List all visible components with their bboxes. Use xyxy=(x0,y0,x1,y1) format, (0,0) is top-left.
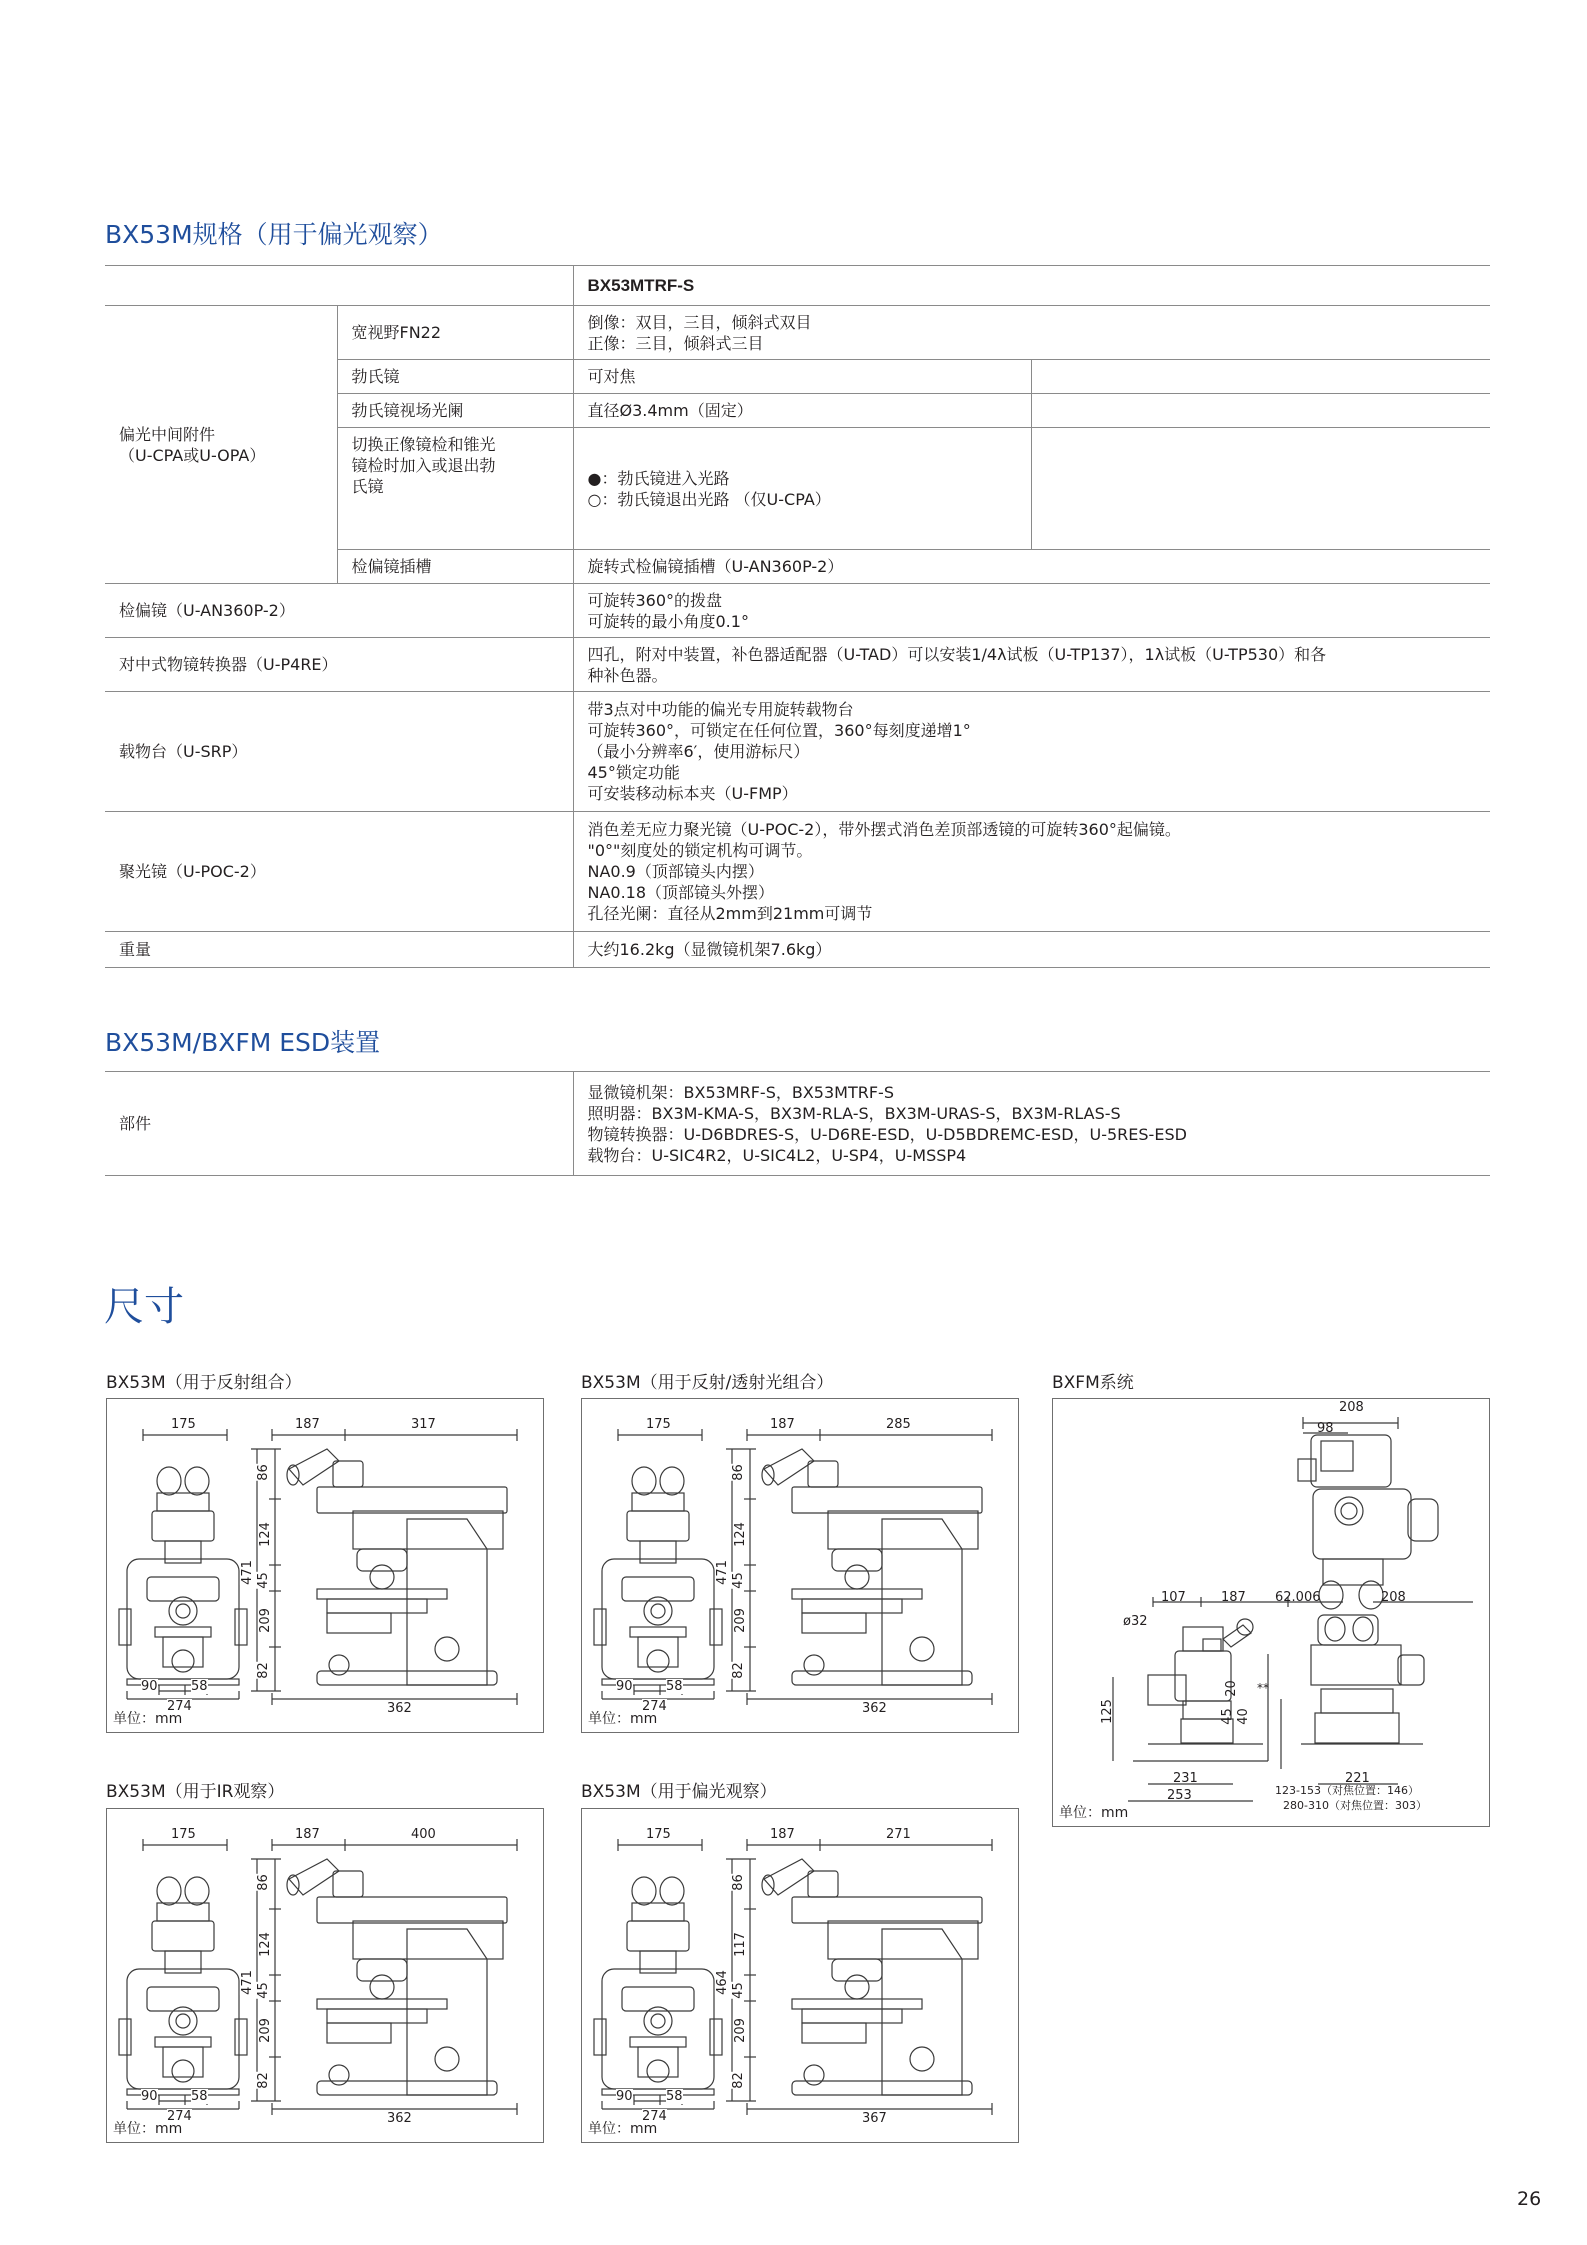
dim-label: 124 xyxy=(257,1932,273,1957)
dim-label: 90 xyxy=(616,2089,633,2104)
dim-label: 45 xyxy=(730,1982,746,1999)
dim-label: 367 xyxy=(862,2111,887,2126)
figure-caption: BXFM系统 xyxy=(1052,1373,1134,1393)
dim-label: 208 xyxy=(1339,1400,1364,1415)
row-label: 对中式物镜转换器（U-P4RE） xyxy=(105,638,573,692)
dim-label: 45 xyxy=(1219,1708,1235,1725)
figure-caption: BX53M（用于反射组合） xyxy=(106,1373,302,1393)
dim-label: 86 xyxy=(255,1874,271,1891)
dim-label: 285 xyxy=(886,1417,911,1432)
dimension-drawing xyxy=(106,1808,544,2143)
unit-label: 单位：mm xyxy=(113,2121,183,2137)
dim-label: 62.006 xyxy=(1275,1590,1321,1605)
dim-label: 125 xyxy=(1099,1699,1115,1724)
dim-label: 274 xyxy=(167,2109,192,2124)
row-label: 勃氏镜 xyxy=(337,360,573,394)
row-value: 带3点对中功能的偏光专用旋转载物台 可旋转360°，可锁定在任何位置，360°每刻度递增1° （最小分辨率6′，使用游标尺） 45°锁定功能 可安装移动标本夹（U-FMP） xyxy=(573,692,1490,812)
dim-label: 209 xyxy=(257,1608,273,1633)
bxfm-drawing xyxy=(1052,1398,1490,1827)
dim-label: 317 xyxy=(411,1417,436,1432)
dim-label: 231 xyxy=(1173,1771,1198,1786)
dim-label: 274 xyxy=(167,1699,192,1714)
dim-label: 86 xyxy=(730,1464,746,1481)
row-value: 直径Ø3.4mm（固定） xyxy=(573,394,1031,428)
microscope-svg xyxy=(107,1809,543,2142)
dimension-drawing xyxy=(581,1808,1019,2143)
dim-label: 86 xyxy=(255,1464,271,1481)
row-value: 四孔，附对中装置，补色器适配器（U-TAD）可以安装1/4λ试板（U-TP137），1λ试板（U-TP530）和各 种补色器。 xyxy=(573,638,1490,692)
row-value: 可旋转360°的拨盘 可旋转的最小角度0.1° xyxy=(573,584,1490,638)
esd-row xyxy=(105,1072,1490,1176)
spec-row xyxy=(105,812,1490,932)
unit-label: 单位：mm xyxy=(113,1711,183,1727)
dim-label: 221 xyxy=(1345,1771,1370,1786)
row-value: 倒像：双目，三目，倾斜式双目 正像：三目，倾斜式三目 xyxy=(573,306,1490,360)
dim-label: 58 xyxy=(666,1679,683,1694)
dim-label: 124 xyxy=(257,1522,273,1547)
dim-label: 209 xyxy=(732,2018,748,2043)
dim-label: 86 xyxy=(730,1874,746,1891)
row-value: 大约16.2kg（显微镜机架7.6kg） xyxy=(573,932,1490,968)
row-label: 重量 xyxy=(105,932,573,968)
row-label: 切换正像镜检和锥光 镜检时加入或退出勃 氏镜 xyxy=(337,428,573,550)
dim-label: 187 xyxy=(770,1417,795,1432)
dim-label: 187 xyxy=(295,1827,320,1842)
bxfm-svg xyxy=(1053,1399,1489,1826)
model-header: BX53MTRF-S xyxy=(573,266,1490,306)
dim-label: 117 xyxy=(732,1932,748,1957)
row-value: 消色差无应力聚光镜（U-POC-2），带外摆式消色差顶部透镜的可旋转360°起偏镜。 "0°"刻度处的锁定机构可调节。 NA0.9（顶部镜头内摆） NA0.18（顶部镜头外摆） 孔径光阑：直径从2mm到21mm可调节 xyxy=(573,812,1490,932)
esd-table xyxy=(105,1071,1490,1176)
dim-label: 471 xyxy=(714,1560,730,1585)
dim-label: 253 xyxy=(1167,1788,1192,1803)
dim-label: 90 xyxy=(616,1679,633,1694)
dim-label: 20 xyxy=(1223,1680,1239,1697)
row-value: ●：勃氏镜进入光路 ○：勃氏镜退出光路 （仅U-CPA） xyxy=(573,428,1031,550)
dim-label: 209 xyxy=(257,2018,273,2043)
dim-label: 45 xyxy=(730,1572,746,1589)
row-label: 检偏镜插槽 xyxy=(337,550,573,584)
dim-label: 175 xyxy=(171,1827,196,1842)
dim-label: 471 xyxy=(239,1970,255,1995)
focus-note: 123-153（对焦位置：146） xyxy=(1275,1784,1419,1797)
microscope-svg xyxy=(582,1399,1018,1732)
row-value: 旋转式检偏镜插槽（U-AN360P-2） xyxy=(573,550,1490,584)
row-label: 宽视野FN22 xyxy=(337,306,573,360)
dim-label: 124 xyxy=(732,1522,748,1547)
dim-label: 45 xyxy=(255,1982,271,1999)
dim-label: 464 xyxy=(714,1970,730,1995)
dim-label: 187 xyxy=(1221,1590,1246,1605)
figure-caption: BX53M（用于IR观察） xyxy=(106,1782,285,1802)
spec-row xyxy=(105,638,1490,692)
microscope-svg xyxy=(582,1809,1018,2142)
spec-row xyxy=(105,584,1490,638)
dim-label: 187 xyxy=(770,1827,795,1842)
dim-label: 271 xyxy=(886,1827,911,1842)
dim-label: 82 xyxy=(255,1662,271,1679)
dim-label: ** xyxy=(1257,1681,1269,1695)
unit-label: 单位：mm xyxy=(1059,1805,1129,1821)
dim-label: 98 xyxy=(1317,1421,1334,1436)
dim-label: 471 xyxy=(239,1560,255,1585)
spec-section-title: BX53M规格（用于偏光观察） xyxy=(105,220,443,249)
group-label: 偏光中间附件 （U-CPA或U-OPA） xyxy=(105,306,337,584)
dim-label: 82 xyxy=(730,2072,746,2089)
row-label: 勃氏镜视场光阑 xyxy=(337,394,573,428)
dim-label: 58 xyxy=(666,2089,683,2104)
esd-value: 显微镜机架：BX53MRF-S，BX53MTRF-S 照明器：BX3M-KMA-S，BX3M-RLA-S，BX3M-URAS-S，BX3M-RLAS-S 物镜转换器：U-D6BDRES-S，U-D6RE-ESD，U-D5BDREMC-ESD，U-5RES-ESD 载物台：U-SIC4R2，U-SIC4L2，U-SP4，U-MSSP4 xyxy=(573,1072,1490,1176)
dim-label: 40 xyxy=(1235,1708,1251,1725)
spec-row xyxy=(105,692,1490,812)
dim-label: 187 xyxy=(295,1417,320,1432)
dim-label: ø32 xyxy=(1123,1614,1148,1629)
dimension-drawing xyxy=(106,1398,544,1733)
spec-header-row xyxy=(105,266,1490,306)
dim-label: 90 xyxy=(141,2089,158,2104)
spec-row xyxy=(105,932,1490,968)
dim-label: 274 xyxy=(642,2109,667,2124)
dim-label: 274 xyxy=(642,1699,667,1714)
dim-label: 175 xyxy=(171,1417,196,1432)
dim-label: 208 xyxy=(1381,1590,1406,1605)
dim-label: 209 xyxy=(732,1608,748,1633)
unit-label: 单位：mm xyxy=(588,1711,658,1727)
dim-label: 107 xyxy=(1161,1590,1186,1605)
unit-label: 单位：mm xyxy=(588,2121,658,2137)
dim-label: 58 xyxy=(191,2089,208,2104)
figure-caption: BX53M（用于偏光观察） xyxy=(581,1782,777,1802)
spec-table xyxy=(105,265,1490,968)
dim-label: 400 xyxy=(411,1827,436,1842)
dim-label: 175 xyxy=(646,1417,671,1432)
dim-label: 82 xyxy=(255,2072,271,2089)
figure-caption: BX53M（用于反射/透射光组合） xyxy=(581,1373,834,1393)
dimension-drawing xyxy=(581,1398,1019,1733)
microscope-svg xyxy=(107,1399,543,1732)
page-number: 26 xyxy=(1517,2188,1542,2210)
row-label: 载物台（U-SRP） xyxy=(105,692,573,812)
dim-label: 58 xyxy=(191,1679,208,1694)
row-value: 可对焦 xyxy=(573,360,1031,394)
dim-label: 362 xyxy=(387,2111,412,2126)
esd-section-title: BX53M/BXFM ESD装置 xyxy=(105,1028,381,1057)
dim-label: 362 xyxy=(862,1701,887,1716)
spec-row xyxy=(105,306,1490,360)
dim-label: 45 xyxy=(255,1572,271,1589)
row-label: 检偏镜（U-AN360P-2） xyxy=(105,584,573,638)
dim-label: 82 xyxy=(730,1662,746,1679)
dim-label: 175 xyxy=(646,1827,671,1842)
dim-label: 362 xyxy=(387,1701,412,1716)
esd-label: 部件 xyxy=(105,1072,573,1176)
row-label: 聚光镜（U-POC-2） xyxy=(105,812,573,932)
focus-note: 280-310（对焦位置：303） xyxy=(1283,1799,1427,1812)
dimensions-title: 尺寸 xyxy=(104,1284,184,1330)
dim-label: 90 xyxy=(141,1679,158,1694)
